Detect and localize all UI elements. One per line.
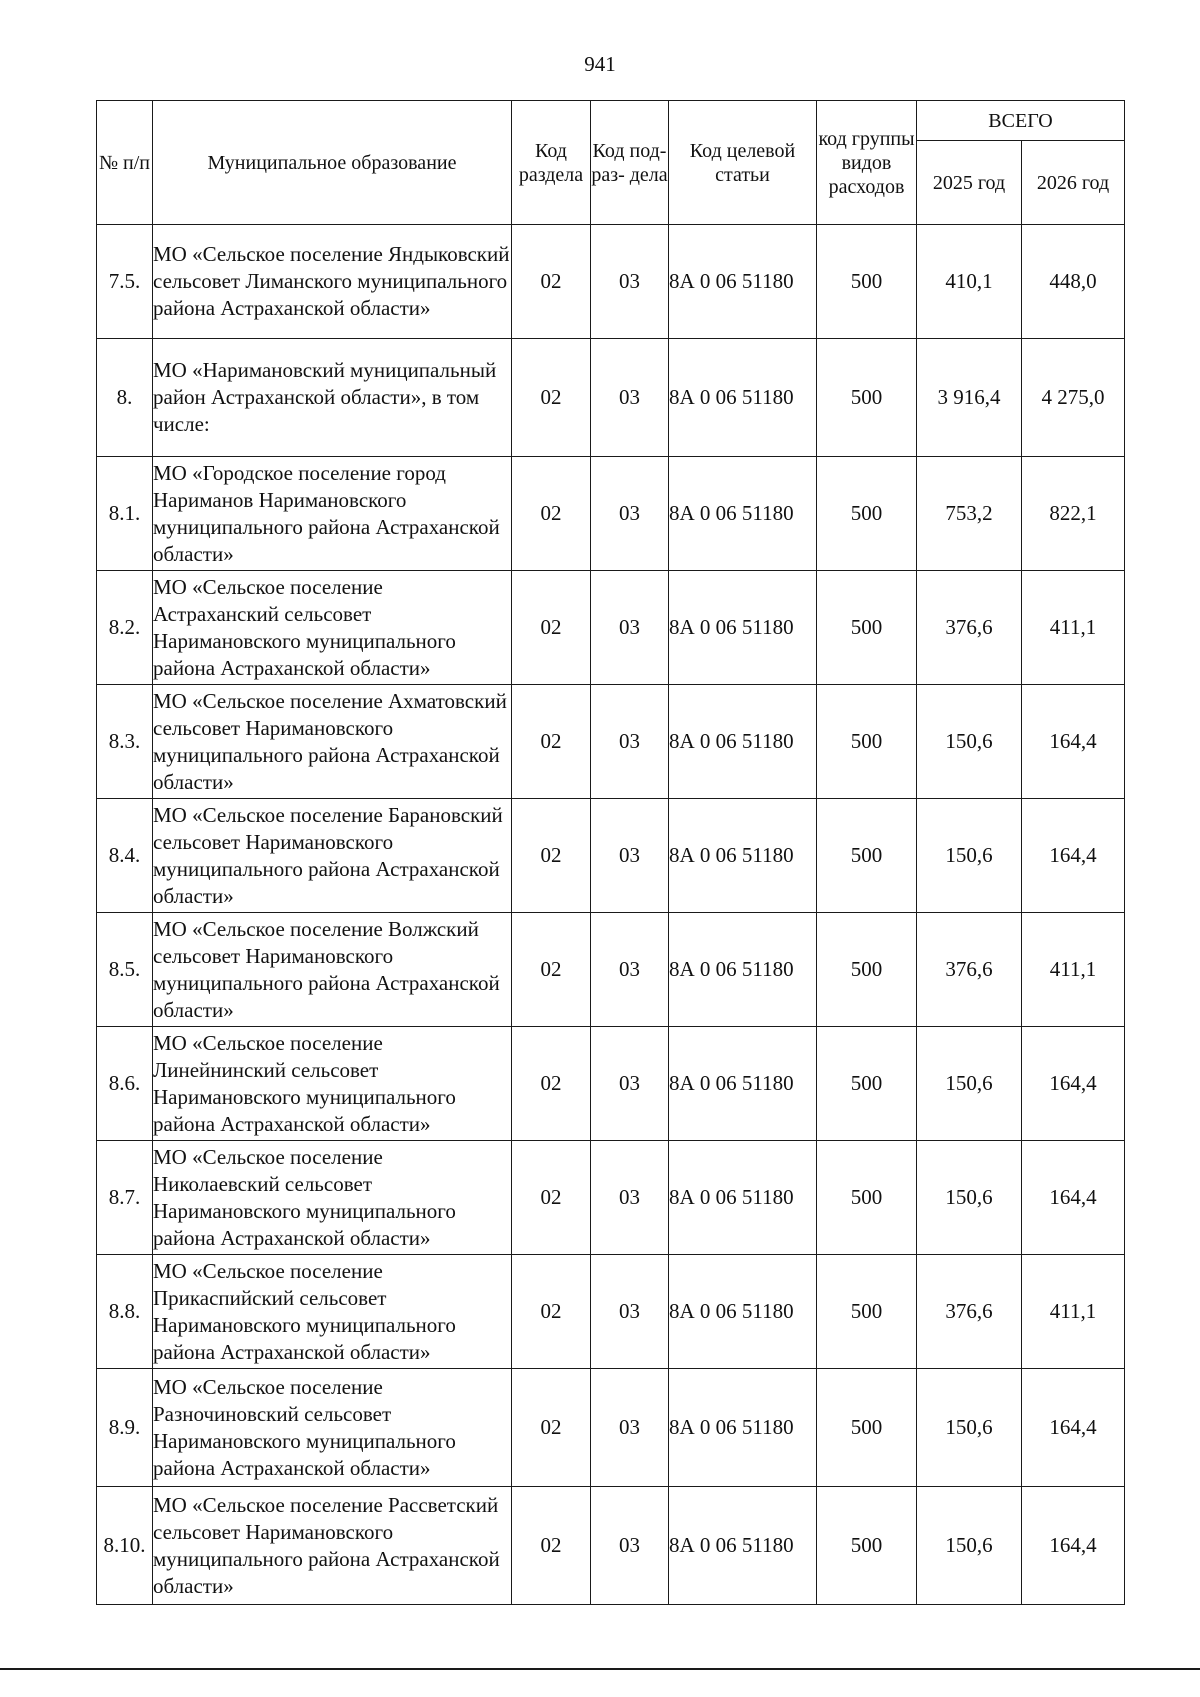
municipality-name: МО «Сельское поселение Разночиновский сельсовет Наримановского муниципального района Астраханской области» (153, 1369, 512, 1487)
target-article-code: 8А 0 06 51180 (669, 457, 817, 571)
amount-2025: 150,6 (917, 1141, 1022, 1255)
target-article-code: 8А 0 06 51180 (669, 685, 817, 799)
expense-group-code: 500 (817, 799, 917, 913)
target-article-code: 8А 0 06 51180 (669, 1369, 817, 1487)
amount-2026: 164,4 (1022, 685, 1125, 799)
amount-2026: 164,4 (1022, 1369, 1125, 1487)
expense-group-code: 500 (817, 685, 917, 799)
table-row (97, 685, 1125, 799)
row-number: 8.2. (97, 571, 153, 685)
municipality-name: МО «Сельское поселение Волжский сельсовет Наримановского муниципального района Астраханской области» (153, 913, 512, 1027)
table-row (97, 1255, 1125, 1369)
table-row (97, 1369, 1125, 1487)
amount-2026: 164,4 (1022, 1027, 1125, 1141)
header-year-2025: 2025 год (917, 141, 1022, 225)
header-expense-group-code: код группы видов расходов (817, 101, 917, 225)
expense-group-code: 500 (817, 1255, 917, 1369)
amount-2025: 150,6 (917, 1027, 1022, 1141)
expense-group-code: 500 (817, 225, 917, 339)
target-article-code: 8А 0 06 51180 (669, 1255, 817, 1369)
table-row (97, 799, 1125, 913)
amount-2025: 753,2 (917, 457, 1022, 571)
amount-2026: 164,4 (1022, 1487, 1125, 1605)
amount-2026: 164,4 (1022, 1141, 1125, 1255)
municipality-name: МО «Сельское поселение Астраханский сельсовет Наримановского муниципального района Астраханской области» (153, 571, 512, 685)
amount-2026: 164,4 (1022, 799, 1125, 913)
expense-group-code: 500 (817, 339, 917, 457)
table-row (97, 1487, 1125, 1605)
row-number: 7.5. (97, 225, 153, 339)
subsection-code: 03 (591, 685, 669, 799)
subsection-code: 03 (591, 1027, 669, 1141)
row-number: 8.6. (97, 1027, 153, 1141)
subsection-code: 03 (591, 1141, 669, 1255)
page-number: 941 (584, 52, 616, 76)
row-number: 8.5. (97, 913, 153, 1027)
municipality-name: МО «Сельское поселение Николаевский сельсовет Наримановского муниципального района Астраханской области» (153, 1141, 512, 1255)
subsection-code: 03 (591, 913, 669, 1027)
amount-2025: 3 916,4 (917, 339, 1022, 457)
table-row (97, 1141, 1125, 1255)
municipality-name: МО «Сельское поселение Ахматовский сельсовет Наримановского муниципального района Астраханской области» (153, 685, 512, 799)
table-row (97, 913, 1125, 1027)
header-section-code: Код раздела (512, 101, 591, 225)
row-number: 8.7. (97, 1141, 153, 1255)
amount-2025: 376,6 (917, 1255, 1022, 1369)
section-code: 02 (512, 1369, 591, 1487)
subsection-code: 03 (591, 799, 669, 913)
amount-2025: 410,1 (917, 225, 1022, 339)
target-article-code: 8А 0 06 51180 (669, 339, 817, 457)
expense-group-code: 500 (817, 571, 917, 685)
header-total: ВСЕГО (917, 101, 1125, 141)
target-article-code: 8А 0 06 51180 (669, 1141, 817, 1255)
amount-2026: 411,1 (1022, 571, 1125, 685)
row-number: 8.8. (97, 1255, 153, 1369)
amount-2025: 376,6 (917, 913, 1022, 1027)
target-article-code: 8А 0 06 51180 (669, 1027, 817, 1141)
section-code: 02 (512, 685, 591, 799)
expense-group-code: 500 (817, 1141, 917, 1255)
subsection-code: 03 (591, 225, 669, 339)
page-bottom-rule (0, 1668, 1200, 1670)
section-code: 02 (512, 1141, 591, 1255)
amount-2026: 822,1 (1022, 457, 1125, 571)
amount-2025: 376,6 (917, 571, 1022, 685)
amount-2025: 150,6 (917, 1369, 1022, 1487)
table-row (97, 339, 1125, 457)
subsection-code: 03 (591, 1369, 669, 1487)
target-article-code: 8А 0 06 51180 (669, 913, 817, 1027)
row-number: 8.4. (97, 799, 153, 913)
expense-group-code: 500 (817, 1369, 917, 1487)
table-row (97, 571, 1125, 685)
municipality-name: МО «Сельское поселение Яндыковский сельсовет Лиманского муниципального района Астраханской области» (153, 225, 512, 339)
target-article-code: 8А 0 06 51180 (669, 1487, 817, 1605)
amount-2026: 411,1 (1022, 1255, 1125, 1369)
amount-2026: 448,0 (1022, 225, 1125, 339)
amount-2026: 4 275,0 (1022, 339, 1125, 457)
target-article-code: 8А 0 06 51180 (669, 225, 817, 339)
amount-2026: 411,1 (1022, 913, 1125, 1027)
target-article-code: 8А 0 06 51180 (669, 571, 817, 685)
municipality-name: МО «Сельское поселение Барановский сельсовет Наримановского муниципального района Астраханской области» (153, 799, 512, 913)
municipality-name: МО «Городское поселение город Нариманов Наримановского муниципального района Астраханской области» (153, 457, 512, 571)
section-code: 02 (512, 457, 591, 571)
table-row (97, 1027, 1125, 1141)
municipality-name: МО «Сельское поселение Рассветский сельсовет Наримановского муниципального района Астраханской области» (153, 1487, 512, 1605)
subsection-code: 03 (591, 571, 669, 685)
expense-group-code: 500 (817, 1027, 917, 1141)
target-article-code: 8А 0 06 51180 (669, 799, 817, 913)
section-code: 02 (512, 1255, 591, 1369)
amount-2025: 150,6 (917, 799, 1022, 913)
section-code: 02 (512, 1027, 591, 1141)
row-number: 8. (97, 339, 153, 457)
expense-group-code: 500 (817, 913, 917, 1027)
subsection-code: 03 (591, 457, 669, 571)
row-number: 8.1. (97, 457, 153, 571)
section-code: 02 (512, 225, 591, 339)
expense-group-code: 500 (817, 457, 917, 571)
subsection-code: 03 (591, 339, 669, 457)
header-number: № п/п (97, 101, 153, 225)
subsection-code: 03 (591, 1255, 669, 1369)
header-year-2026: 2026 год (1022, 141, 1125, 225)
table-row (97, 457, 1125, 571)
expense-group-code: 500 (817, 1487, 917, 1605)
section-code: 02 (512, 799, 591, 913)
table-row (97, 225, 1125, 339)
row-number: 8.9. (97, 1369, 153, 1487)
row-number: 8.3. (97, 685, 153, 799)
header-municipality: Муниципальное образование (153, 101, 512, 225)
subsection-code: 03 (591, 1487, 669, 1605)
amount-2025: 150,6 (917, 685, 1022, 799)
row-number: 8.10. (97, 1487, 153, 1605)
amount-2025: 150,6 (917, 1487, 1022, 1605)
header-subsection-code: Код под- раз- дела (591, 101, 669, 225)
header-target-article-code: Код целевой статьи (669, 101, 817, 225)
section-code: 02 (512, 571, 591, 685)
municipality-name: МО «Наримановский муниципальный район Астраханской области», в том числе: (153, 339, 512, 457)
section-code: 02 (512, 1487, 591, 1605)
municipality-name: МО «Сельское поселение Прикаспийский сельсовет Наримановского муниципального района Астраханской области» (153, 1255, 512, 1369)
table-body (97, 225, 1125, 1605)
section-code: 02 (512, 913, 591, 1027)
section-code: 02 (512, 339, 591, 457)
budget-table (96, 100, 1125, 1605)
municipality-name: МО «Сельское поселение Линейнинский сельсовет Наримановского муниципального района Астраханской области» (153, 1027, 512, 1141)
